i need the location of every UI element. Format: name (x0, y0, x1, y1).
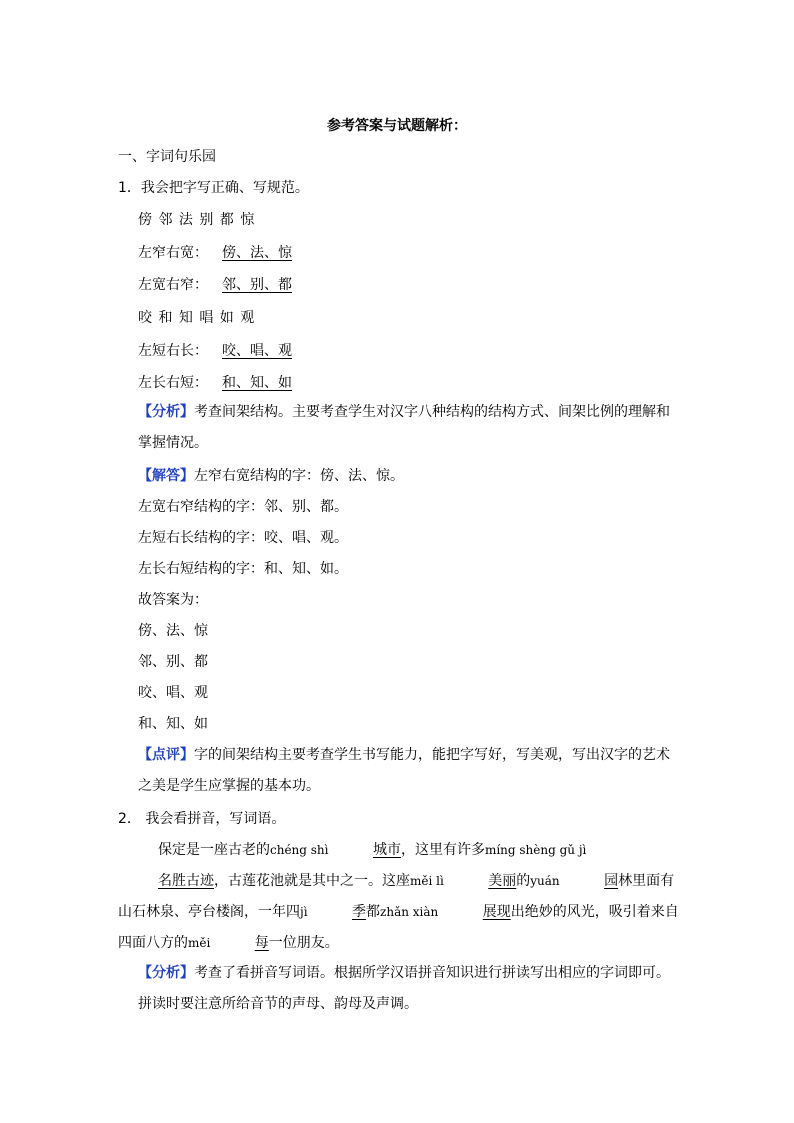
final-answer-1: 傍、法、惊 (138, 623, 208, 639)
pinyin: měi (188, 936, 211, 950)
so-answer-is: 故答案为： (138, 592, 208, 608)
passage-text: 林里面有山石林泉、亭台楼阁，一年四 (118, 873, 675, 920)
passage-text: 出绝妙的风光，吸引着来自四面八方的 (118, 904, 679, 951)
pinyin-answer: 每 (254, 935, 269, 951)
row-3-label: 左短右长： (138, 343, 208, 359)
analysis-text: 考查了看拼音写词语。根据所学汉语拼音知识进行拼读写出相应的字词即可。拼读时要注意所给音节的声母、韵母及声调。 (138, 965, 670, 1012)
page-title: 参考答案与试题解析： (327, 118, 467, 134)
passage-text: 一位朋友。 (268, 935, 339, 951)
question-1-stem: 1．我会把字写正确、写规范。 (118, 180, 309, 196)
q1-answer-1 (138, 466, 404, 486)
pinyin: jì (300, 905, 308, 919)
row-4-label: 左长右短： (138, 375, 208, 391)
q1-answer-4: 左长右短结构的字：和、知、如。 (138, 561, 348, 577)
row-2 (138, 275, 306, 295)
question-2-stem: 2． 我会看拼音，写词语。 (118, 811, 286, 827)
pinyin: měi lì (410, 874, 444, 888)
pinyin-answer: 园 (604, 873, 619, 889)
pinyin-answer: 美丽 (488, 873, 517, 889)
passage-text: 保定是一座古老的 (158, 842, 270, 858)
passage-text: ，这里有许多 (400, 842, 485, 858)
pinyin-answer: 展现 (482, 904, 511, 920)
row-4-answer: 和、知、如 (222, 375, 292, 391)
q2-passage (118, 835, 680, 959)
passage-text: 都 (366, 904, 381, 920)
row-3-answer: 咬、唱、观 (222, 343, 292, 359)
analysis-text: 考查间架结构。主要考查学生对汉字八种结构的结构方式、间架比例的理解和掌握情况。 (138, 404, 670, 451)
answer-line: 左窄右宽结构的字：傍、法、惊。 (194, 468, 404, 484)
char-list-1: 傍 邻 法 别 都 惊 (138, 212, 255, 228)
comment-text: 字的间架结构主要考查学生书写能力，能把字写好，写美观，写出汉字的艺术之美是学生应掌握的基本功。 (138, 747, 670, 794)
q2-analysis (138, 958, 676, 1020)
final-answer-3: 咬、唱、观 (138, 685, 208, 701)
analysis-tag: 【分析】 (138, 404, 194, 420)
pinyin: míng shèng gǔ jì (484, 843, 587, 857)
passage-text: 的 (516, 873, 531, 889)
answer-tag: 【解答】 (138, 468, 194, 484)
section-heading: 一、字词句乐园 (118, 149, 216, 165)
pinyin-answer: 城市 (372, 842, 401, 858)
pinyin: zhǎn xiàn (380, 905, 439, 919)
final-answer-2: 邻、别、都 (138, 654, 208, 670)
q1-comment (138, 740, 676, 802)
comment-tag: 【点评】 (138, 747, 194, 763)
pinyin-answer: 名胜古迹 (158, 873, 214, 889)
row-2-answer: 邻、别、都 (222, 277, 292, 293)
passage-text: ，古莲花池就是其中之一。这座 (214, 873, 410, 889)
q1-answer-2: 左宽右窄结构的字：邻、别、都。 (138, 499, 348, 515)
row-2-label: 左宽右窄： (138, 277, 208, 293)
q1-answer-3: 左短右长结构的字：咬、唱、观。 (138, 530, 348, 546)
pinyin: yuán (530, 874, 560, 888)
row-4 (138, 373, 306, 393)
final-answer-4: 和、知、如 (138, 716, 208, 732)
row-1-label: 左窄右宽： (138, 245, 208, 261)
pinyin: chéng shì (270, 843, 329, 857)
q1-analysis (138, 397, 676, 459)
pinyin-answer: 季 (352, 904, 367, 920)
analysis-tag: 【分析】 (138, 965, 194, 981)
char-list-2: 咬 和 知 唱 如 观 (138, 310, 255, 326)
row-1 (138, 243, 306, 263)
row-3 (138, 341, 306, 361)
row-1-answer: 傍、法、惊 (222, 245, 292, 261)
